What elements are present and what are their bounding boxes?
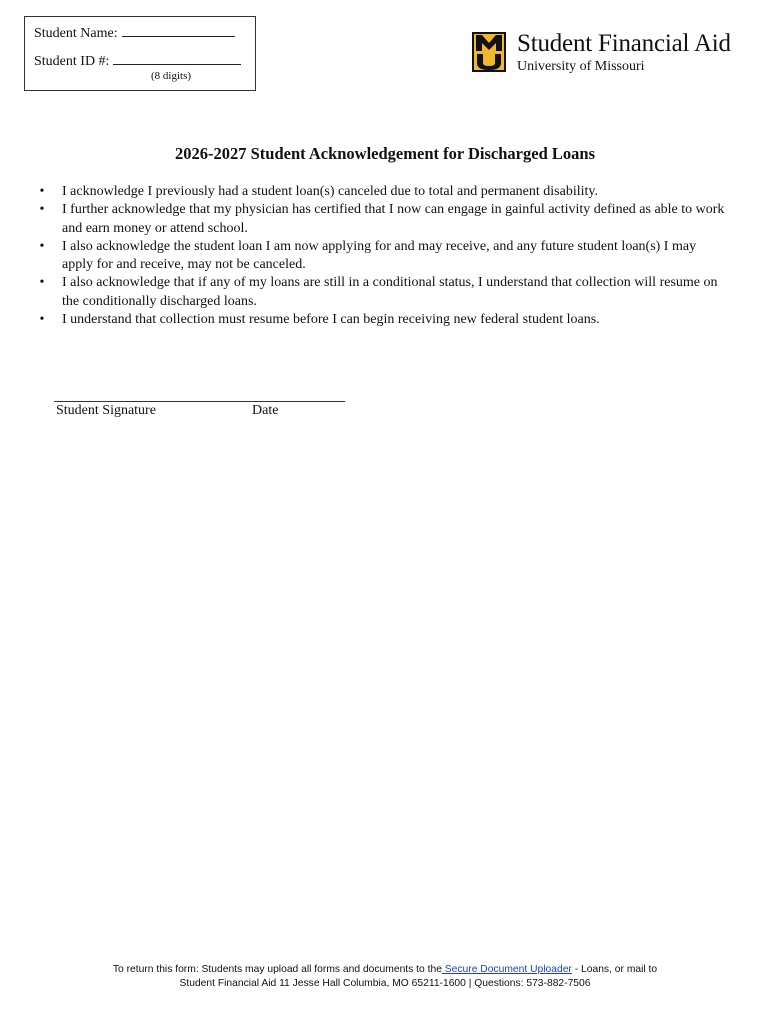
list-item xyxy=(36,238,726,275)
statement-text: I understand that collection must resume before I can begin receiving new federal student loans. xyxy=(62,312,600,328)
list-item xyxy=(36,183,726,201)
signature-label: Student Signature xyxy=(56,403,156,418)
bullet: • xyxy=(39,184,45,199)
secure-document-uploader-link[interactable]: Secure Document Uploader xyxy=(441,964,572,975)
statement-text: I further acknowledge that my physician has certified that I now can engage in gainful activity defined as able to work and earn money or attend school. xyxy=(62,202,725,236)
signature-line[interactable] xyxy=(54,401,345,402)
footer-text-tail: - Loans, or mail to xyxy=(571,964,658,975)
logo-subtitle: University of Missouri xyxy=(517,59,645,74)
list-item xyxy=(36,311,726,329)
student-name-row xyxy=(34,24,235,42)
list-item xyxy=(36,274,726,311)
mu-shield-icon xyxy=(472,32,506,72)
student-id-label: Student ID #: xyxy=(34,54,110,69)
statement-text: I acknowledge I previously had a student loan(s) canceled due to total and permanent disability. xyxy=(62,184,598,199)
acknowledgement-list xyxy=(36,183,726,329)
student-id-hint: (8 digits) xyxy=(151,70,192,82)
student-info-box xyxy=(24,16,256,91)
bullet: • xyxy=(39,202,45,218)
footer xyxy=(0,963,770,991)
student-name-label: Student Name: xyxy=(34,26,118,41)
date-label: Date xyxy=(252,403,279,418)
document-title: 2026-2027 Student Acknowledgement for Discharged Loans xyxy=(174,144,595,163)
student-name-field[interactable] xyxy=(122,24,235,37)
university-logo xyxy=(472,32,742,76)
footer-line-2: Student Financial Aid 11 Jesse Hall Columbia, MO 65211-1600 | Questions: 573-882-7506 xyxy=(179,978,591,989)
bullet: • xyxy=(39,238,45,254)
list-item xyxy=(36,201,726,238)
statement-text: I also acknowledge that if any of my loans are still in a conditional status, I understand that collection will resume on the conditionally discharged loans. xyxy=(62,275,718,309)
student-id-row xyxy=(34,52,241,70)
bullet: • xyxy=(39,312,45,328)
statement-text: I also acknowledge the student loan I am now applying for and may receive, and any future student loan(s) I may apply for and receive, may not be canceled. xyxy=(62,238,697,273)
bullet: • xyxy=(39,275,45,291)
student-id-field[interactable] xyxy=(113,52,241,65)
footer-line-1 xyxy=(0,963,770,977)
footer-text: To return this form: Students may upload all forms and documents to the xyxy=(112,964,442,975)
logo-title: Student Financial Aid xyxy=(517,30,731,57)
